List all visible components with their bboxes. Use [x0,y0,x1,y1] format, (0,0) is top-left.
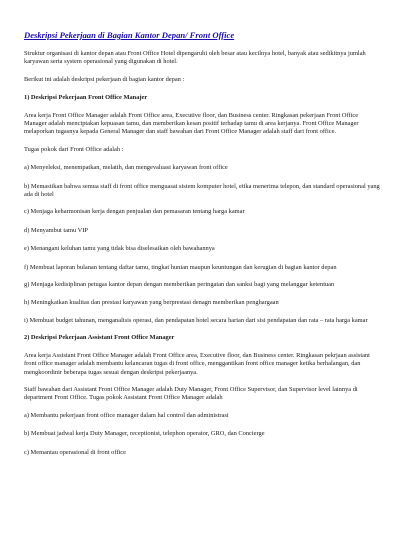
fom-duty-f: f) Membuat laporan bulanan tentang daftar tamu, tingkat hunian maupun keuntungan dan kerugian di bagian kantor depan [24,263,337,271]
section-heading-assistant-fom: 2) Deskripsi Pekerjaan Assistant Front Office Manager [24,334,175,342]
afom-duty-c: c) Memantau operasional di front office [24,448,126,456]
afom-description-paragraph: Area kerja Assistant Front Office Manager adalah Front Office area, Executive floor, dan Business center. Ringkasan pekrjaan assistant front office manager adalah membantu kelancaran tugas di front office, menggantikan front office manager ketika berhalangan, dan mengkoordinir beberapa tugas sesuai dengan deskripsi pekerjaanya. [24,351,370,376]
fom-duty-e: e) Menangani keluhan tamu yang tidak bisa diselesaikan oleh bawahannya [24,245,215,253]
fom-duties-lead: Tugas pokok dari Front Office adalah : [24,145,124,153]
afom-duty-a: a) Membantu pekerjaan front office manager dalam hal control dan administrasi [24,411,229,419]
fom-duty-b: b) Memastikan bahwa semua staff di front office menguasai sistem komputer hotel, etika menerima telepon, dan standard operasional yang ada di hotel [24,182,380,199]
fom-duty-a: a) Menyeleksi, menempatkan, melatih, dan mengevaluasi karyawan front office [24,164,228,172]
section-heading-front-office-manager: 1) Deskripsi Pekerjaan Front Office Manajer [24,94,148,102]
fom-duty-d: d) Menyambut tamu VIP [24,226,88,234]
document-page [24,30,380,467]
afom-duty-b: b) Membuat jadwal kerja Duty Manager, receptionist, telephon operator, GRO, dan Concierge [24,430,265,438]
fom-duty-h: h) Meningkatkan kualitas dan prestasi karyawan yang berprestasi denagn memberikan penghargaan [24,298,279,306]
fom-description-paragraph: Area kerja Front Office Manager adalah Front Office area, Executive floor, dan Business center. Ringkasan pekerjaan Front Office Manager adalah menciptakan kepuasan tamu, dan memberikan kesan positif terhadap tamu di area kerjanya. Front Office Manager melaporkan tugasnya kepada General Manager dan staff bawahan dari Front Office Manager adalah staff dari front office. [24,111,359,136]
intro-paragraph: Struktur organisasi di kantor depan atau Front Office Hotel dipengaruhi oleh besar atau kecilnya hotel, banyak atau sedikitnya jumlah karyawan serta system operasional yang digunakan di hotel. [24,50,366,66]
fom-duty-c: c) Menjaga keharmonisan kerja dengan penjualan dan pemasaran tentang harga kamar [24,208,245,216]
intro-list-lead: Berikut ini adalah deskripsi pekerjaan di bagian kantor depan : [24,75,185,83]
afom-staff-paragraph: Staff bawahan dari Assistant Front Office Manager adalah Duty Manager, Front Office Supervisor, dan Supervisor level lainnya di department Front Office. Tugas pokok Assistant Front Office Manager adalah [24,385,358,402]
fom-duty-g: g) Menjaga kedisiplinan petugas kantor depan dengan memberikan peringatan dan sanksi bagi yang melanggar ketentuan [24,281,335,289]
document-title-link[interactable]: Deskripsi Pekerjaan di Bagian Kantor Depan/ Front Office [24,30,235,40]
fom-duty-i: i) Membuat budget tahunan, menganalisis operasi, dan pendapatan hotel secara harian dari sisi pendapatan dan rata – rata harga kamar [24,316,368,324]
